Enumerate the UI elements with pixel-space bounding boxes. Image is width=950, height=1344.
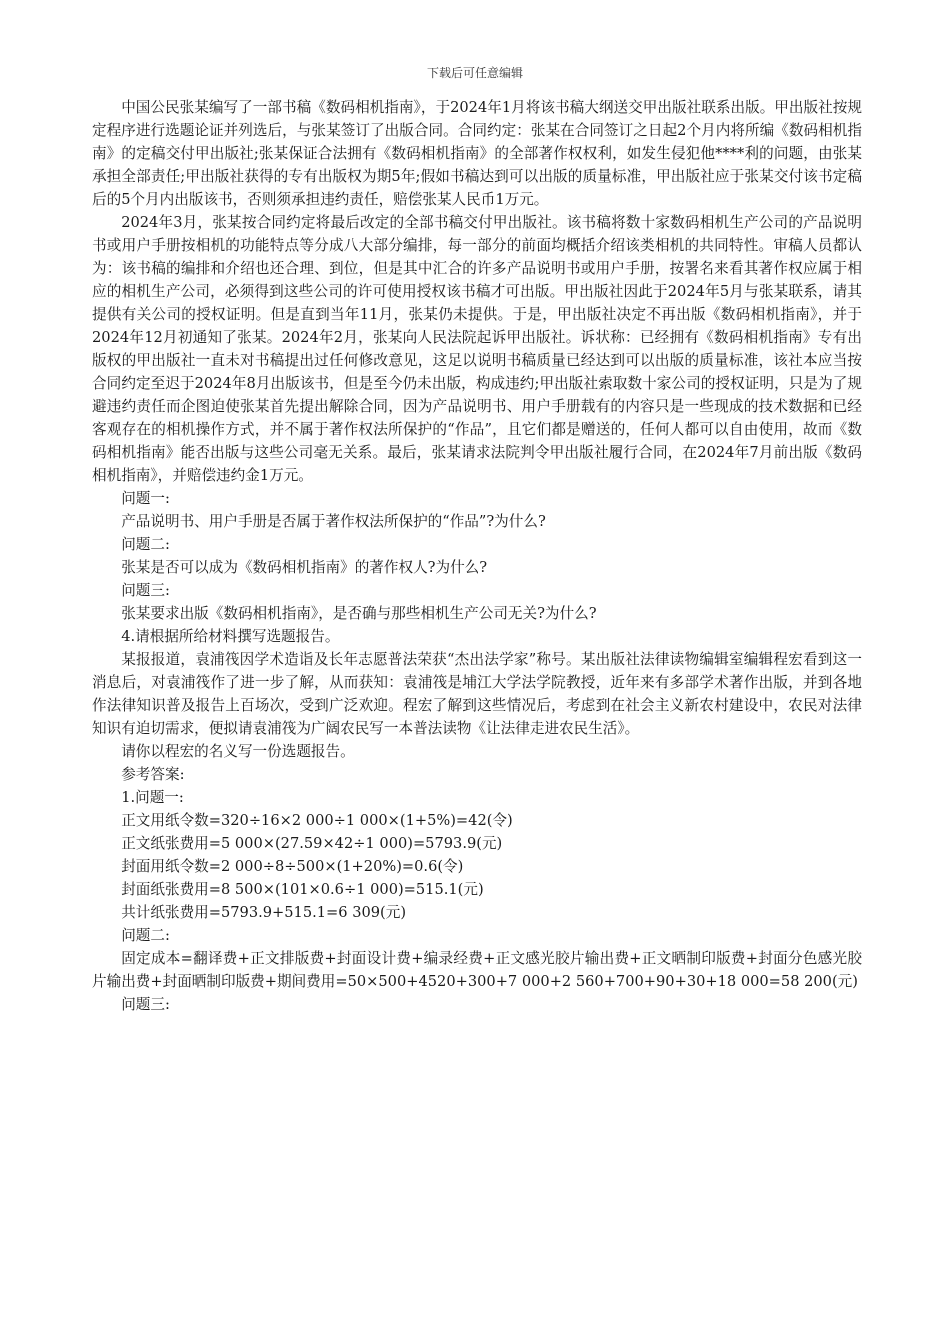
page-header: 下载后可任意编辑 xyxy=(426,66,523,80)
answer-1-heading: 1.问题一: xyxy=(121,789,184,806)
document-body xyxy=(92,96,862,1016)
paragraph-case-intro: 中国公民张某编写了一部书稿《数码相机指南》，于2024年1月将该书稿大纲送交甲出版社联系出版。甲出版社按规定程序进行选题论证并列选后，与张某签订了出版合同。合同约定：张某在合同签订之日起2个月内将所编《数码相机指南》的定稿交付甲出版社;张某保证合法拥有《数码相机指南》的全部著作权权利，如发生侵犯他****利的问题，由张某承担全部责任;甲出版社获得的专有出版权为期5年;假如书稿达到可以出版的质量标准，甲出版社应于张某交付该书定稿后的5个月内出版该书，否则须承担违约责任，赔偿张某人民币1万元。 xyxy=(92,99,862,208)
question-3-text: 张某要求出版《数码相机指南》，是否确与那些相机生产公司无关?为什么? xyxy=(121,605,597,622)
answer-heading: 参考答案: xyxy=(121,766,185,783)
fixed-cost-formula: 固定成本=翻译费+正文排版费+封面设计费+编录经费+正文感光胶片输出费+正文晒制印版费+封面分色感光胶片输出费+封面晒制印版费+期间费用=50×500+4520+300+7 000+2 560+700+90+30+18 000=58 200(元) xyxy=(92,950,862,990)
calc-line-2: 正文纸张费用=5 000×(27.59×42÷1 000)=5793.9(元) xyxy=(121,835,503,852)
calc-line-4: 封面纸张费用=8 500×(101×0.6÷1 000)=515.1(元) xyxy=(121,881,484,898)
paragraph-news-report: 某报报道，袁浦筏因学术造诣及长年志愿普法荣获“杰出法学家”称号。某出版社法律读物编辑室编辑程宏看到这一消息后，对袁浦筏作了进一步了解，从而获知：袁浦筏是埔江大学法学院教授，近年来有多部学术著作出版，并到各地作法律知识普及报告上百场次，受到广泛欢迎。程宏了解到这些情况后，考虑到在社会主义新农村建设中，农民对法律知识有迫切需求，便拟请袁浦筏为广阔农民写一本普法读物《让法律走进农民生活》。 xyxy=(92,651,862,737)
question-3-heading: 问题三: xyxy=(121,582,170,599)
calc-line-5: 共计纸张费用=5793.9+515.1=6 309(元) xyxy=(121,904,407,921)
calc-line-3: 封面用纸令数=2 000÷8÷500×(1+20%)=0.6(令) xyxy=(121,858,464,875)
question-2-heading: 问题二: xyxy=(121,536,170,553)
paragraph-task-instruction: 请你以程宏的名义写一份选题报告。 xyxy=(121,743,355,760)
answer-2-heading: 问题二: xyxy=(121,927,170,944)
task-4-heading: 4.请根据所给材料撰写选题报告。 xyxy=(121,628,340,645)
question-2-text: 张某是否可以成为《数码相机指南》的著作权人?为什么? xyxy=(121,559,488,576)
calc-line-1: 正文用纸令数=320÷16×2 000÷1 000×(1+5%)=42(令) xyxy=(121,812,513,829)
paragraph-case-details: 2024年3月，张某按合同约定将最后改定的全部书稿交付甲出版社。该书稿将数十家数码相机生产公司的产品说明书或用户手册按相机的功能特点等分成八大部分编排，每一部分的前面均概括介绍该类相机的共同特性。审稿人员都认为：该书稿的编排和介绍也还合理、到位，但是其中汇合的许多产品说明书或用户手册，按署名来看其著作权应属于相应的相机生产公司，必须得到这些公司的许可使用授权该书稿才可出版。甲出版社因此于2024年5月与张某联系，请其提供有关公司的授权证明。但是直到当年11月，张某仍未提供。于是，甲出版社决定不再出版《数码相机指南》，并于2024年12月初通知了张某。2024年2月，张某向人民法院起诉甲出版社。诉状称：已经拥有《数码相机指南》专有出版权的甲出版社一直未对书稿提出过任何修改意见，这足以说明书稿质量已经达到可以出版的质量标准，该社本应当按合同约定至迟于2024年8月出版该书，但是至今仍未出版，构成违约;甲出版社索取数十家公司的授权证明，只是为了规避违约责任而企图迫使张某首先提出解除合同，因为产品说明书、用户手册载有的内容只是一些现成的技术数据和已经客观存在的相机操作方式，并不属于著作权法所保护的“作品”，且它们都是赠送的，任何人都可以自由使用，故而《数码相机指南》能否出版与这些公司毫无关系。最后，张某请求法院判令甲出版社履行合同，在2024年7月前出版《数码相机指南》，并赔偿违约金1万元。 xyxy=(92,214,862,484)
question-1-heading: 问题一: xyxy=(121,490,170,507)
answer-3-heading: 问题三: xyxy=(121,996,170,1013)
question-1-text: 产品说明书、用户手册是否属于著作权法所保护的“作品”?为什么? xyxy=(121,513,546,530)
